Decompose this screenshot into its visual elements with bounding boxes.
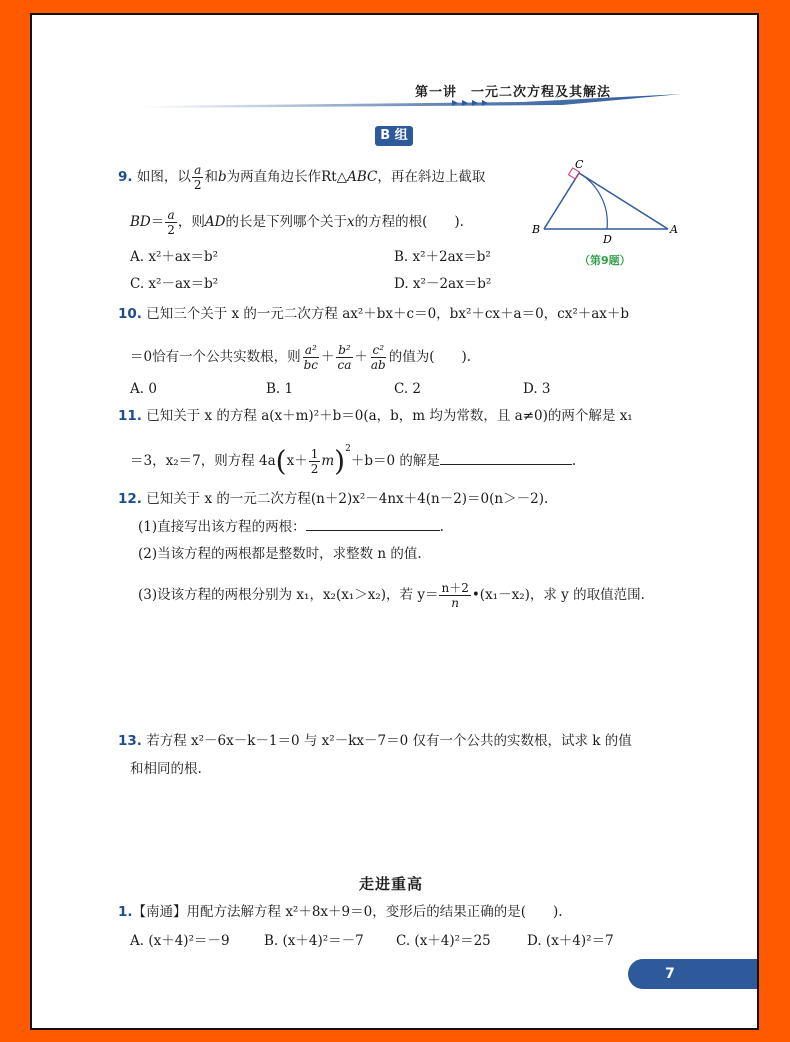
s1-option-b: B. (x＋4)²＝－7	[264, 933, 364, 949]
q11-fraction: $\frac{1}{2}$	[310, 447, 319, 476]
q11-number: 11.	[118, 408, 142, 424]
q12-fraction: $\frac{n+2}{n}$	[441, 581, 469, 610]
q9-option-a: A. x²＋ax＝b²	[130, 249, 219, 265]
chapter-title: 第一讲 一元二次方程及其解法	[415, 85, 612, 100]
page-number-tab	[628, 959, 759, 989]
q9-segment-label: BD	[130, 214, 151, 230]
q12-answer-blank[interactable]	[306, 530, 440, 531]
q11-line1	[118, 406, 633, 426]
q10-option-a: A. 0	[130, 381, 157, 397]
q12-line1	[118, 489, 548, 509]
q12-number: 12.	[118, 491, 142, 507]
q10-number: 10.	[118, 306, 142, 322]
q10-fraction: $\frac{\text{c²}}{ab}$	[370, 343, 386, 372]
q13-text: 若方程 x²－6x－k－1＝0 与 x²－kx－7＝0 仅有一个公共的实数根，试求 k 的值	[146, 733, 632, 749]
s1-line1	[118, 902, 563, 922]
q9-fraction: $\frac{a}{2}$	[193, 163, 202, 192]
q10-fraction: $\frac{\text{a²}}{bc}$	[303, 343, 318, 372]
q11-answer-blank[interactable]	[440, 464, 572, 465]
point-a-label: A	[670, 223, 678, 236]
q9-option-c: C. x²－ax＝b²	[130, 276, 219, 292]
q13-line1	[118, 731, 632, 751]
q10-fraction: $\frac{\text{b²}}{ca}$	[337, 343, 352, 372]
q9-line1	[118, 163, 485, 192]
figure-caption: （第9题）	[579, 254, 631, 267]
q13-number: 13.	[118, 733, 142, 749]
q12-part3: (3)设该方程的两根分别为 x₁，x₂(x₁＞x₂)，若 y＝ $\frac{n+2}{n}$ •(x₁－x₂)，求 y 的取值范围.	[138, 581, 645, 610]
q9-text: 为两直角边长作Rt△	[226, 169, 348, 185]
point-d-label: D	[603, 233, 612, 246]
q11-line2: ＝3，x₂＝7，则方程 4a(x＋ $\frac{1}{2}$ m)$^2$＋b＝0 的解是 .	[130, 444, 577, 478]
point-b-label: B	[532, 223, 541, 236]
group-badge: B 组	[375, 126, 413, 146]
s1-number: 1.	[118, 904, 133, 920]
q9-segment-label: AD	[204, 214, 226, 230]
q12-text: 已知关于 x 的一元二次方程(n＋2)x²－4nx＋4(n－2)＝0(n＞－2).	[146, 491, 549, 507]
q9-text: 如图，以	[136, 169, 191, 185]
q9-triangle-figure	[527, 155, 687, 250]
q10-line2: ＝0恰有一个公共实数根，则 $\frac{\text{a²}}{bc}$ ＋ $\frac{\text{b²}}{ca}$ ＋ $\frac{\text{c²}}{ab}$ 的值为( ).	[130, 343, 472, 372]
q10-line1	[118, 304, 629, 324]
s1-text: 用配方法解方程 x²＋8x＋9＝0，变形后的结果正确的是( ).	[186, 904, 563, 920]
q10-option-b: B. 1	[266, 381, 294, 397]
point-c-label: C	[575, 158, 584, 171]
q12-part2: (2)当该方程的两根都是整数时，求整数 n 的值.	[138, 546, 422, 562]
q9-number: 9.	[118, 169, 133, 185]
page-number: 7	[665, 966, 675, 982]
q9-triangle-name: ABC	[347, 169, 378, 185]
q9-text: ，再在斜边上截取	[377, 169, 486, 185]
q10-option-d: D. 3	[523, 381, 551, 397]
q13-line2: 和相同的根.	[130, 761, 202, 777]
s1-option-c: C. (x＋4)²＝25	[396, 933, 491, 949]
q9-var: b	[217, 169, 227, 185]
q9-line2: BD＝ $\frac{a}{2}$ ，则AD的长是下列哪个关于x的方程的根( ).	[130, 208, 464, 237]
s1-source-tag: 【南通】	[132, 904, 187, 920]
s1-option-a: A. (x＋4)²＝－9	[130, 933, 230, 949]
q9-text: 和	[204, 169, 218, 185]
s1-option-d: D. (x＋4)²＝7	[527, 933, 614, 949]
q9-option-b: B. x²＋2ax＝b²	[394, 249, 491, 265]
q10-text: 已知三个关于 x 的一元二次方程 ax²＋bx＋c＝0，bx²＋cx＋a＝0，cx²＋ax＋b	[146, 306, 630, 322]
header-decoration	[142, 93, 682, 113]
q9-fraction: $\frac{a}{2}$	[167, 208, 175, 237]
textbook-page	[30, 13, 759, 1030]
q9-option-d: D. x²－2ax＝b²	[394, 276, 492, 292]
q12-part1: (1)直接写出该方程的两根： .	[138, 519, 444, 535]
section-title: 走进重高	[359, 875, 424, 893]
q10-option-c: C. 2	[394, 381, 422, 397]
q11-text: 已知关于 x 的方程 a(x＋m)²＋b＝0(a，b，m 均为常数，且 a≠0)的两个解是 x₁	[146, 408, 633, 424]
